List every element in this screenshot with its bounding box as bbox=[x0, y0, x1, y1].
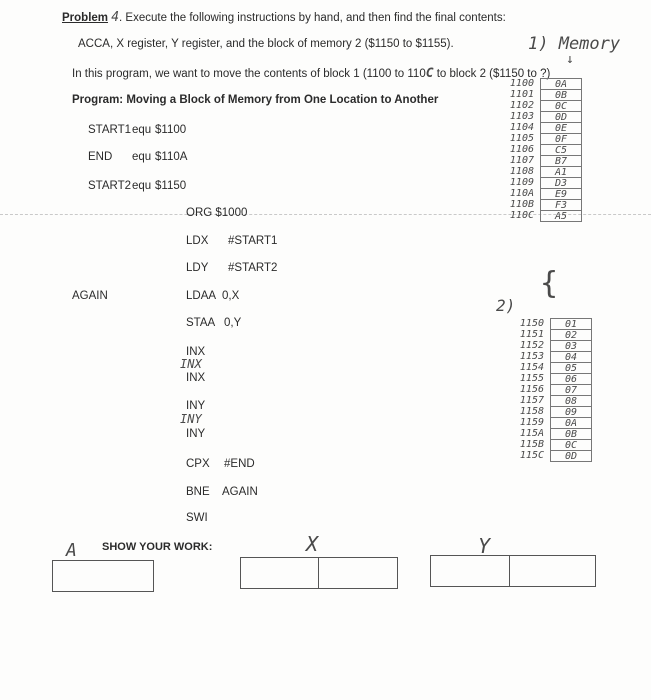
memory-arrow-icon: ↓ bbox=[566, 52, 574, 67]
equate-start1-directive: equ bbox=[132, 124, 152, 136]
memory-address: 115A bbox=[519, 428, 544, 439]
problem-instruction: . Execute the following instructions by hand, and then find the final contents: bbox=[119, 12, 506, 24]
equate-end-label: END bbox=[88, 151, 113, 163]
memory-address: 115C bbox=[519, 450, 544, 461]
memory-value: 0A bbox=[550, 417, 592, 428]
problem-goal bbox=[72, 66, 550, 81]
goal-handwritten: C bbox=[425, 66, 434, 81]
memory-address: 1102 bbox=[509, 100, 534, 111]
equate-start1-label: START1 bbox=[88, 124, 132, 136]
goal-suffix: to block 2 ($1150 to ?) bbox=[433, 68, 551, 80]
memory-value: 04 bbox=[550, 351, 592, 362]
memory-value: 06 bbox=[550, 373, 592, 384]
memory-address: 110C bbox=[509, 210, 534, 221]
memory-value: 0C bbox=[540, 100, 582, 111]
memory-value: D3 bbox=[540, 177, 582, 188]
show-work-label: SHOW YOUR WORK: bbox=[102, 541, 213, 553]
code-org: ORG $1000 bbox=[186, 207, 248, 219]
memory-value: 0B bbox=[550, 428, 592, 439]
memory-value: 02 bbox=[550, 329, 592, 340]
code-staa: STAA bbox=[186, 317, 216, 329]
memory-value: 0C bbox=[550, 439, 592, 450]
x-register-divider bbox=[318, 558, 319, 588]
code-swi: SWI bbox=[186, 512, 208, 524]
handwritten-a: A bbox=[66, 540, 77, 561]
code-iny-2: INY bbox=[186, 428, 206, 440]
code-ldx: LDX bbox=[186, 235, 209, 247]
equate-end-value: $110A bbox=[155, 151, 188, 163]
code-ldx-operand: #START1 bbox=[228, 235, 278, 247]
memory-value: 08 bbox=[550, 395, 592, 406]
memory-address: 1103 bbox=[509, 111, 534, 122]
memory-value: F3 bbox=[540, 199, 582, 210]
memory-address: 1158 bbox=[519, 406, 544, 417]
code-inx-2: INX bbox=[186, 372, 206, 384]
memory-address: 1150 bbox=[519, 318, 544, 329]
equate-start2-value: $1150 bbox=[155, 180, 187, 192]
code-bne: BNE bbox=[186, 486, 210, 498]
memory-address: 1100 bbox=[509, 78, 534, 89]
goal-prefix: In this program, we want to move the contents of block 1 (1100 to 110 bbox=[72, 68, 426, 80]
memory-address: 1107 bbox=[509, 155, 534, 166]
handwritten-x: X bbox=[306, 532, 319, 556]
memory-value: 0D bbox=[540, 111, 582, 122]
code-bne-operand: AGAIN bbox=[222, 486, 258, 498]
code-inx-1: INX bbox=[186, 346, 206, 358]
equate-start2-directive: equ bbox=[132, 180, 152, 192]
code-staa-operand: 0,Y bbox=[224, 317, 242, 329]
memory-value: 05 bbox=[550, 362, 592, 373]
problem-targets: ACCA, X register, Y register, and the block of memory 2 ($1150 to $1155). bbox=[78, 38, 454, 50]
memory-address: 1109 bbox=[509, 177, 534, 188]
memory-value: 07 bbox=[550, 384, 592, 395]
equate-start2-label: START2 bbox=[88, 180, 132, 192]
memory-address: 1159 bbox=[519, 417, 544, 428]
equate-start1-value: $1100 bbox=[155, 124, 187, 136]
memory-address: 115B bbox=[519, 439, 544, 450]
code-iny-1: INY bbox=[186, 400, 206, 412]
memory-value: 03 bbox=[550, 340, 592, 351]
problem-heading bbox=[62, 10, 506, 25]
memory-title: 1) Memory bbox=[528, 34, 621, 54]
memory-value: B7 bbox=[540, 155, 582, 166]
memory-block-2-label: 2) bbox=[496, 296, 516, 315]
memory-address: 1155 bbox=[519, 373, 544, 384]
memory-value: 0E bbox=[540, 122, 582, 133]
memory-address: 1108 bbox=[509, 166, 534, 177]
problem-label: Problem bbox=[62, 12, 109, 24]
memory-value: 01 bbox=[550, 318, 592, 329]
code-iny-handwritten: INY bbox=[180, 412, 202, 426]
memory-value: 0A bbox=[540, 78, 582, 89]
memory-address: 1106 bbox=[509, 144, 534, 155]
memory-address: 1104 bbox=[509, 122, 534, 133]
memory-address: 1153 bbox=[519, 351, 544, 362]
code-again-label: AGAIN bbox=[72, 290, 108, 302]
code-cpx: CPX bbox=[186, 458, 210, 470]
problem-number: 4 bbox=[111, 10, 120, 25]
memory-value: A1 bbox=[540, 166, 582, 177]
memory-address: 1154 bbox=[519, 362, 544, 373]
code-cpx-operand: #END bbox=[224, 458, 255, 470]
code-ldaa-operand: 0,X bbox=[222, 290, 240, 302]
memory-address: 1152 bbox=[519, 340, 544, 351]
equate-end-directive: equ bbox=[132, 151, 152, 163]
memory-address: 1101 bbox=[509, 89, 534, 100]
x-register-answer-box[interactable] bbox=[240, 557, 398, 589]
memory-address: 1105 bbox=[509, 133, 534, 144]
memory-value: E9 bbox=[540, 188, 582, 199]
program-title: Program: Moving a Block of Memory from One Location to Another bbox=[72, 94, 439, 106]
memory-value: C5 bbox=[540, 144, 582, 155]
y-register-divider bbox=[509, 556, 510, 586]
memory-address: 1157 bbox=[519, 395, 544, 406]
memory-value: A5 bbox=[540, 210, 582, 222]
code-ldy-operand: #START2 bbox=[228, 262, 278, 274]
y-register-answer-box[interactable] bbox=[430, 555, 596, 587]
memory-value: 09 bbox=[550, 406, 592, 417]
memory-address: 1151 bbox=[519, 329, 544, 340]
handwritten-y: Y bbox=[478, 534, 491, 558]
code-ldaa: LDAA bbox=[186, 290, 217, 302]
memory-value: 0D bbox=[550, 450, 592, 462]
memory-address: 1156 bbox=[519, 384, 544, 395]
acca-answer-box[interactable] bbox=[52, 560, 154, 592]
memory-address: 110A bbox=[509, 188, 534, 199]
memory-address: 110B bbox=[509, 199, 534, 210]
memory-value: 0B bbox=[540, 89, 582, 100]
code-ldy: LDY bbox=[186, 262, 209, 274]
code-inx-handwritten: INX bbox=[180, 357, 202, 371]
brace-icon: { bbox=[540, 266, 559, 301]
memory-value: 0F bbox=[540, 133, 582, 144]
